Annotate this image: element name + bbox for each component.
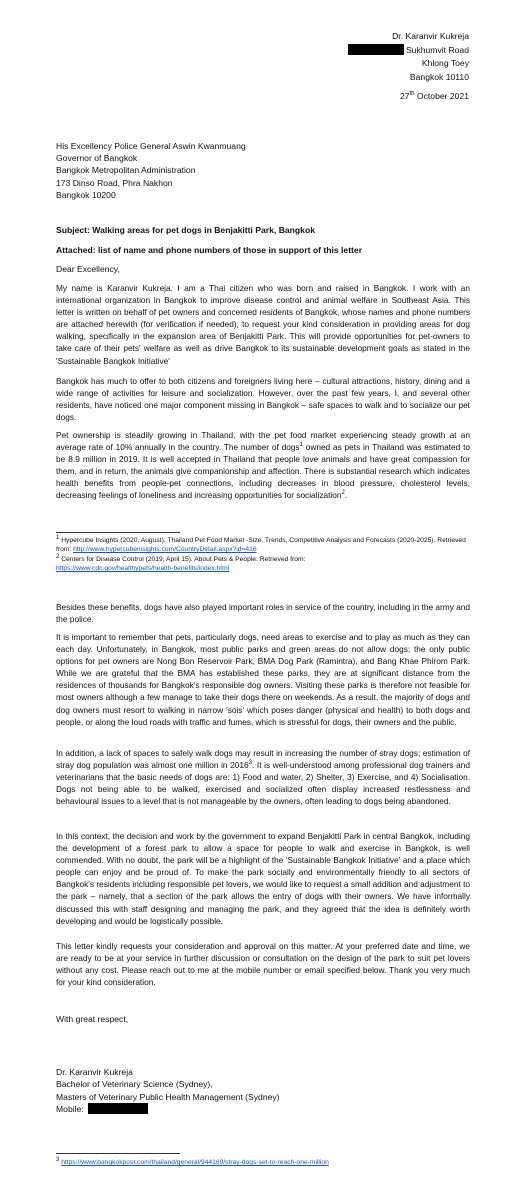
footnote-3: [56, 1158, 476, 1167]
footnote-2-url: [56, 564, 476, 573]
footnote-text: Centers for Disease Control (2019, April 15). About Pets & People. Retrieved from:: [59, 555, 306, 563]
recipient-address: [56, 140, 246, 201]
footnote-divider: [56, 1153, 180, 1154]
paragraph-pet-ownership: [56, 429, 470, 502]
paragraph-text: Pet ownership is steadily growing in Thailand, with the pet food market experiencing steady growth at an average rate of 10% annually in the country. The number of dogs: [56, 430, 470, 453]
recipient-line: Governor of Bangkok: [56, 153, 138, 164]
subject-line: Subject: Walking areas for pet dogs in Benjakitti Park, Bangkok: [56, 225, 315, 235]
footnote-1: [56, 536, 476, 555]
footnote-text: Hypercube Insights (2020, August). Thailand Pet Food Market -Size, Trends, Competitive Analysis and Forecasts (2020-2025). Retrieved from:: [56, 537, 466, 554]
footnote-link[interactable]: http://www.hypercubeinsights.com/CountryDetail.aspx?id=416: [73, 546, 257, 554]
paragraph-exercise-areas: It is important to remember that pets, particularly dogs, need areas to exercise and to play as much as they can each day. Unfortunately, in Bangkok, most public parks and green areas do not allow dogs; the only public options for pet owners are Nong Bon Reservoir Park, BMA Dog Park (Ramintra), and Bang Khae Phirom Park. While we are grateful that the BMA has established these parks, they are at significant distance from the residences of thousands for Bangkok's responsible dog owners. Visiting these parks is therefore not feasible for most owners although a few manage to take their dogs there on weekends. As a result, the majority of dogs and dog owners must resort to walking in narrow 'sois' which poses danger (physical and health) to both dogs and people, or along the loud roads with traffic and fumes, which is stressful for dogs, their owners and the public.: [56, 632, 470, 727]
sender-city: Bangkok 10110: [409, 71, 469, 82]
redacted-block: [88, 1103, 148, 1114]
mobile-label: Mobile:: [56, 1103, 84, 1114]
letter-date: [348, 90, 469, 104]
footnote-2: [56, 555, 476, 564]
sender-street-line: [348, 44, 469, 58]
paragraph-text: In addition, a lack of spaces to safely walk dogs may result in increasing the number of stray dogs; estimation of stray dog population was almost one million in 2016: [56, 748, 470, 771]
mobile-line: [56, 1103, 280, 1115]
recipient-line: 173 Dinso Road, Phra Nakhon: [56, 177, 173, 188]
footnote-link[interactable]: https://www.cdc.gov/healthypets/health-benefits/index.html: [56, 564, 230, 572]
paragraph-request: This letter kindly requests your consideration and approval on this matter. At your preferred date and time, we are ready to be at your service in further discussion or consultation on the design of the park to suit pet lovers without any cost. Please reach out to me at the mobile number or email specified below. Thank you very much for your kind consideration.: [56, 941, 470, 988]
closing-line: With great respect,: [56, 1014, 129, 1024]
paragraph-text: . It is well-understood among professional dog trainers and veterinarians that the basic needs of dogs are: 1) Food and water, 2) Shelter, 3) Exercise, and 4) Socialisation. Dogs not being able to be walked, exercised and socialized often display increased restlessness and behavioural issues to a level that is not manageable by the owners, often leading to dogs being abandoned.: [56, 760, 470, 807]
paragraph-benjakitti-context: In this context, the decision and work by the government to expand Benjakitti Park in central Bangkok, including the development of a forest park to allow a space for people to walk and exercise in Bangkok, is well commended. With no doubt, the park will be a highlight of the 'Sustainable Bangkok Initiative' and a place which people can enjoy and be proud of. To make the park socially and environmentally friendly to all sectors of Bangkok's residents including responsible pet lovers, we would like to request a small addition and adjustment to the park – namely, that a section of the park allows the entry of dogs with their owners. We have informally discussed this with staff designing and managing the park, and they agreed that the idea is definitely worth developing and would be logistically possible.: [56, 831, 470, 926]
sender-street: Sukhumvit Road: [405, 44, 469, 55]
date-day: 27: [399, 91, 410, 101]
sender-name: Dr. Karanvir Kukreja: [392, 31, 469, 41]
footnote-ref: 1: [299, 442, 303, 449]
recipient-line: His Excellency Police General Aswin Kwanmuang: [56, 141, 246, 151]
signature-degree: Bachelor of Veterinary Science (Sydney),: [56, 1079, 213, 1090]
sender-address: [348, 30, 469, 104]
footnote-number: 3: [56, 1156, 60, 1163]
recipient-line: Bangkok 10200: [56, 189, 116, 200]
footnote-divider: [56, 532, 180, 533]
paragraph-introduction: My name is Karanvir Kukreja. I am a Thai citizen who was born and raised in Bangkok. I work with an international organization in Bangkok to improve disease control and animal welfare in Southeast Asia. This letter is written on behalf of pet owners and concerned residents of Bangkok, whose names and phone numbers are attached herewith (for verification if needed), to request your kind consideration in providing areas for dog walking, specifically in the expansion area of Benjakitti Park. This will provide opportunities for pet-owners to take care of their pets' welfare as well as drive Bangkok to its sustainable development goals as stated in the 'Sustainable Bangkok Initiative': [56, 283, 470, 366]
date-rest: October 2021: [414, 91, 469, 101]
redacted-block: [348, 44, 404, 55]
paragraph-text: owned as pets in Thailand was estimated to be 8.9 million in 2019. It is well accepted in Thailand that people love animals and have great compassion for them, and in return, the animals give companionship and affection. There is substantial research which indicates health benefits from people-pet connections, including decreases in blood pressure, cholesterol levels, decreasing feelings of loneliness and increasing opportunities for socialization: [56, 442, 470, 501]
footnote-number: 1: [56, 534, 60, 541]
footnotes-page1: [56, 536, 476, 573]
footnote-link[interactable]: https://www.bangkokpost.com/thailand/general/944169/stray-dogs-set-to-reach-one-million: [61, 1159, 329, 1166]
salutation: Dear Excellency,: [56, 264, 120, 274]
paragraph-bangkok-offer: Bangkok has much to offer to both citizens and foreigners living here – cultural attractions, history, dining and a wide range of activities for leisure and socialization. However, over the past few years, I, and several other residents, have noticed one major component missing in Bangkok – safe spaces to walk and to socialize our pet dogs.: [56, 376, 470, 423]
attached-line: Attached: list of name and phone numbers of those in support of this letter: [56, 245, 363, 255]
footnote-ref: 3: [248, 760, 252, 767]
paragraph-stray-dogs: [56, 747, 470, 807]
sender-district: Khlong Toey: [421, 58, 469, 68]
recipient-line: Bangkok Metropolitan Administration: [56, 165, 196, 176]
signature-block: [56, 1066, 280, 1115]
footnotes-page2: [56, 1158, 476, 1167]
paragraph-text: .: [344, 490, 348, 501]
footnote-number: 2: [56, 553, 60, 560]
date-suffix: th: [409, 91, 415, 98]
signature-degree: Masters of Veterinary Public Health Management (Sydney): [56, 1091, 280, 1102]
footnote-ref: 2: [341, 490, 345, 497]
signature-name: Dr. Karanvir Kukreja: [56, 1067, 133, 1077]
paragraph-service-roles: Besides these benefits, dogs have also played important roles in service of the country, including in the army and the police.: [56, 602, 471, 625]
